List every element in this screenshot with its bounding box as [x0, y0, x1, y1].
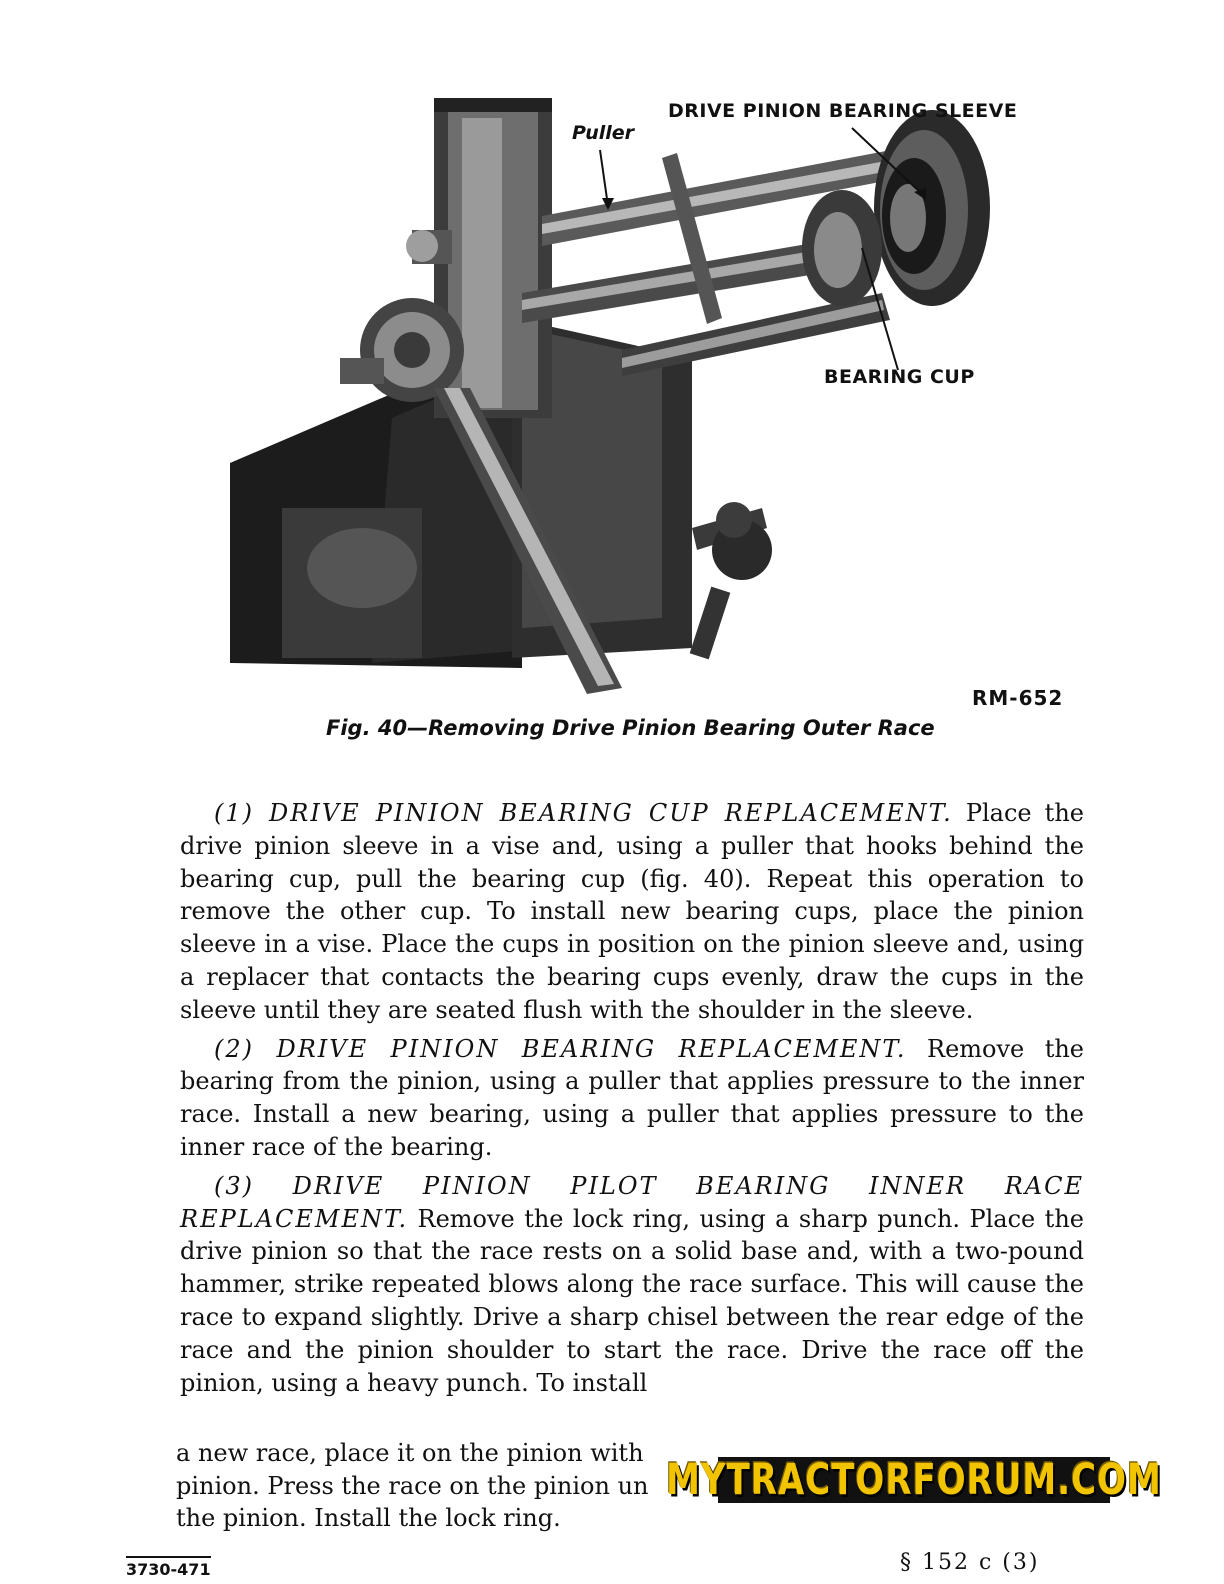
paragraph-3-continuation [176, 1437, 696, 1535]
watermark-text: MYTRACTORFORUM.COM [666, 1455, 1162, 1505]
paragraph-1 [180, 797, 1084, 1027]
footer-section-reference: § 152 c (3) [900, 1550, 1040, 1575]
paragraph-3 [180, 1170, 1084, 1400]
watermark-logo [666, 1455, 1162, 1505]
paragraph-text: Place the drive pinion sleeve in a vise and, using a puller that hooks behind the bearing cup, pull the bearing cup (fig. 40). Repeat this operation to remove the other cup. To install new bearing cups, place the pinion sleeve in a vise. Place the cups in position on the pinion sleeve and, using a replacer that contacts the bearing cups evenly, draw the cups in the sleeve until they are seated flush with the shoulder in the sleeve. [180, 799, 1084, 1024]
label-drive-pinion-bearing-sleeve: DRIVE PINION BEARING SLEEVE [668, 100, 1018, 122]
paragraph-2 [180, 1033, 1084, 1164]
paragraph-heading: (2) DRIVE PINION BEARING REPLACEMENT. [214, 1034, 907, 1063]
figure-caption: Fig. 40—Removing Drive Pinion Bearing Outer Race [326, 716, 935, 740]
paragraph-heading: (1) DRIVE PINION BEARING CUP REPLACEMENT. [214, 799, 953, 827]
paragraph-text: Remove the bearing from the pinion, using a puller that applies pressure to the inner race. Install a new bearing, using a puller that applies pressure to the inner race of the bearing. [180, 1034, 1084, 1161]
tail-line: the pinion. Install the lock ring. [176, 1504, 561, 1532]
figure-40 [222, 88, 1018, 708]
tail-line: a new race, place it on the pinion with [176, 1439, 644, 1467]
label-puller: Puller [572, 122, 635, 144]
label-bearing-cup: BEARING CUP [824, 366, 975, 388]
paragraph-text: Remove the lock ring, using a sharp punch. Place the drive pinion so that the race rests on a solid base and, with a two-pound hammer, strike repeated blows along the race surface. This will cause the race to expand slightly. Drive a sharp chisel between the rear edge of the race and the pinion shoulder to start the race. Drive the race off the pinion, using a heavy punch. To install [180, 1204, 1084, 1397]
tail-line: pinion. Press the race on the pinion un [176, 1471, 649, 1500]
body-text [180, 797, 1084, 1405]
footer-document-number: 3730-471 [126, 1556, 211, 1579]
puller-vise-photo [222, 88, 1012, 708]
figure-id: RM-652 [972, 686, 1064, 710]
paragraph-heading: (3) DRIVE PINION PILOT BEARING INNER RACE REPLACEMENT. [180, 1171, 1084, 1233]
